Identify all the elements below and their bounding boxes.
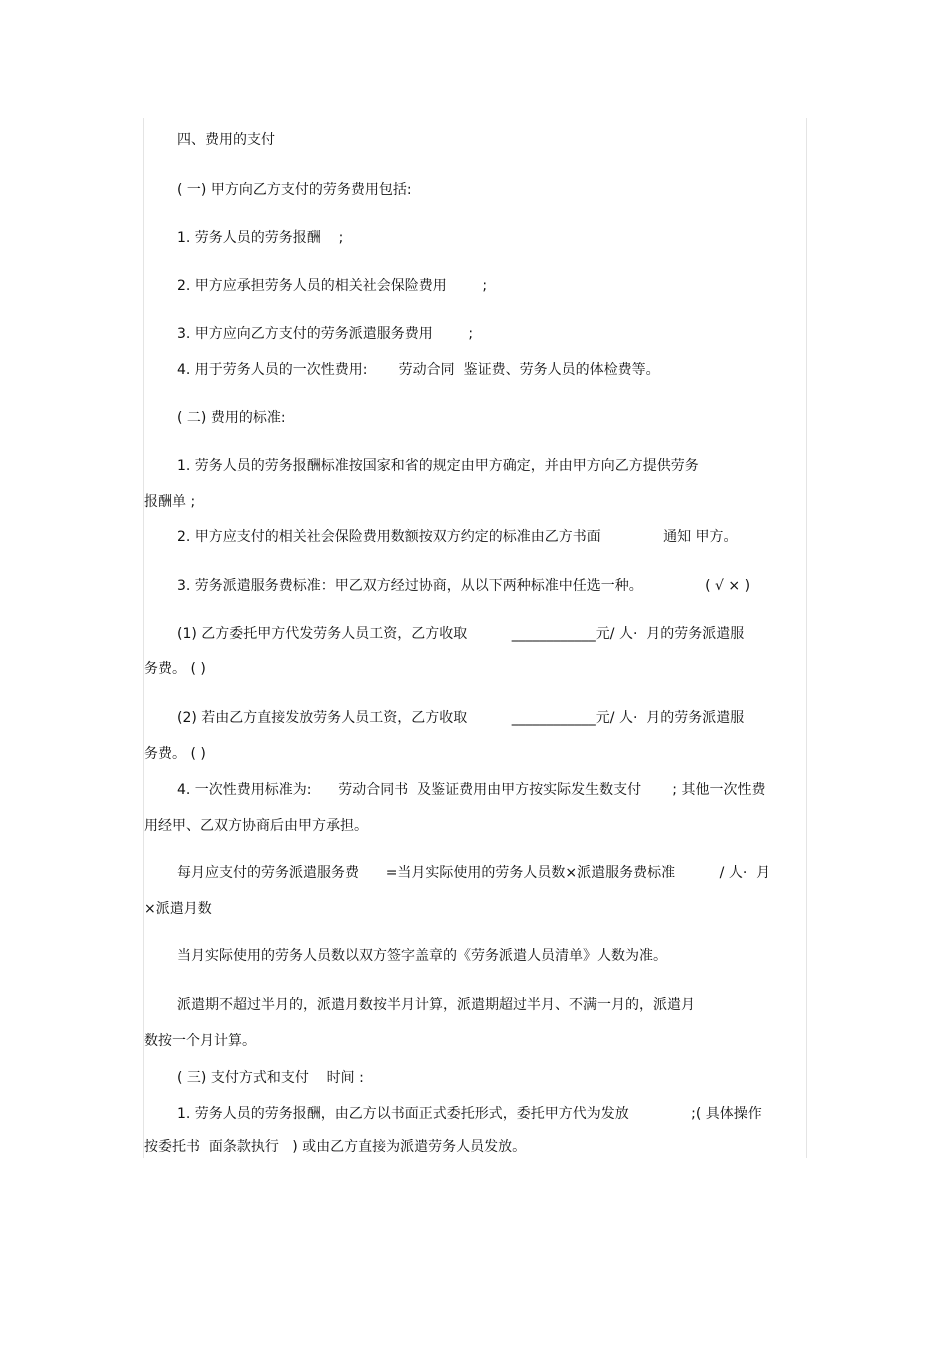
subsection-heading: ( 三) 支付方式和支付 时间 :: [177, 1070, 364, 1086]
subsection-heading: ( 二) 费用的标准:: [177, 410, 286, 426]
page-border-left: [143, 118, 144, 1158]
paragraph-line: (2) 若由乙方直接发放劳务人员工资，乙方收取 ____________元/ 人· 月的劳务派遣服: [177, 710, 745, 726]
paragraph-line: 用经甲、乙双方协商后由甲方承担。: [144, 818, 368, 834]
paragraph-line: 2. 甲方应支付的相关社会保险费用数额按双方约定的标准由乙方书面 通知 甲方。: [177, 529, 738, 545]
paragraph-line: 报酬单 ;: [144, 494, 196, 510]
paragraph-line: 1. 劳务人员的劳务报酬 ;: [177, 230, 344, 246]
paragraph-line: 按委托书 面条款执行 ) 或由乙方直接为派遣劳务人员发放。: [144, 1139, 527, 1155]
formula-line: ×派遣月数: [144, 901, 212, 917]
paragraph-line: 1. 劳务人员的劳务报酬，由乙方以书面正式委托形式，委托甲方代为发放 ;( 具体操作: [177, 1106, 762, 1122]
paragraph-line: 务费。 ( ): [144, 661, 206, 677]
paragraph-line: 3. 甲方应向乙方支付的劳务派遣服务费用 ;: [177, 326, 474, 342]
paragraph-line: (1) 乙方委托甲方代发劳务人员工资，乙方收取 ____________元/ 人· 月的劳务派遣服: [177, 626, 745, 642]
paragraph-line: 1. 劳务人员的劳务报酬标准按国家和省的规定由甲方确定，并由甲方向乙方提供劳务: [177, 458, 699, 474]
paragraph-line: 务费。 ( ): [144, 746, 206, 762]
paragraph-line: 2. 甲方应承担劳务人员的相关社会保险费用 ;: [177, 278, 488, 294]
paragraph-line: 4. 用于劳务人员的一次性费用: 劳动合同 鉴证费、劳务人员的体检费等。: [177, 362, 660, 378]
paragraph-line: 数按一个月计算。: [144, 1033, 256, 1049]
paragraph-line: 4. 一次性费用标准为: 劳动合同书 及鉴证费用由甲方按实际发生数支付 ; 其他一次性费: [177, 782, 766, 798]
paragraph-line: 当月实际使用的劳务人员数以双方签字盖章的《劳务派遣人员清单》人数为准。: [177, 948, 667, 964]
paragraph-line: 3. 劳务派遣服务费标准：甲乙双方经过协商，从以下两种标准中任选一种。 ( √ × ): [177, 578, 751, 594]
section-heading: 四、费用的支付: [177, 132, 275, 148]
formula-line: 每月应支付的劳务派遣服务费 =当月实际使用的劳务人员数×派遣服务费标准 / 人· 月: [177, 865, 771, 881]
paragraph-line: 派遣期不超过半月的，派遣月数按半月计算，派遣期超过半月、不满一月的，派遣月: [177, 997, 695, 1013]
subsection-heading: ( 一) 甲方向乙方支付的劳务费用包括:: [177, 182, 412, 198]
page-border-right: [806, 118, 807, 1158]
